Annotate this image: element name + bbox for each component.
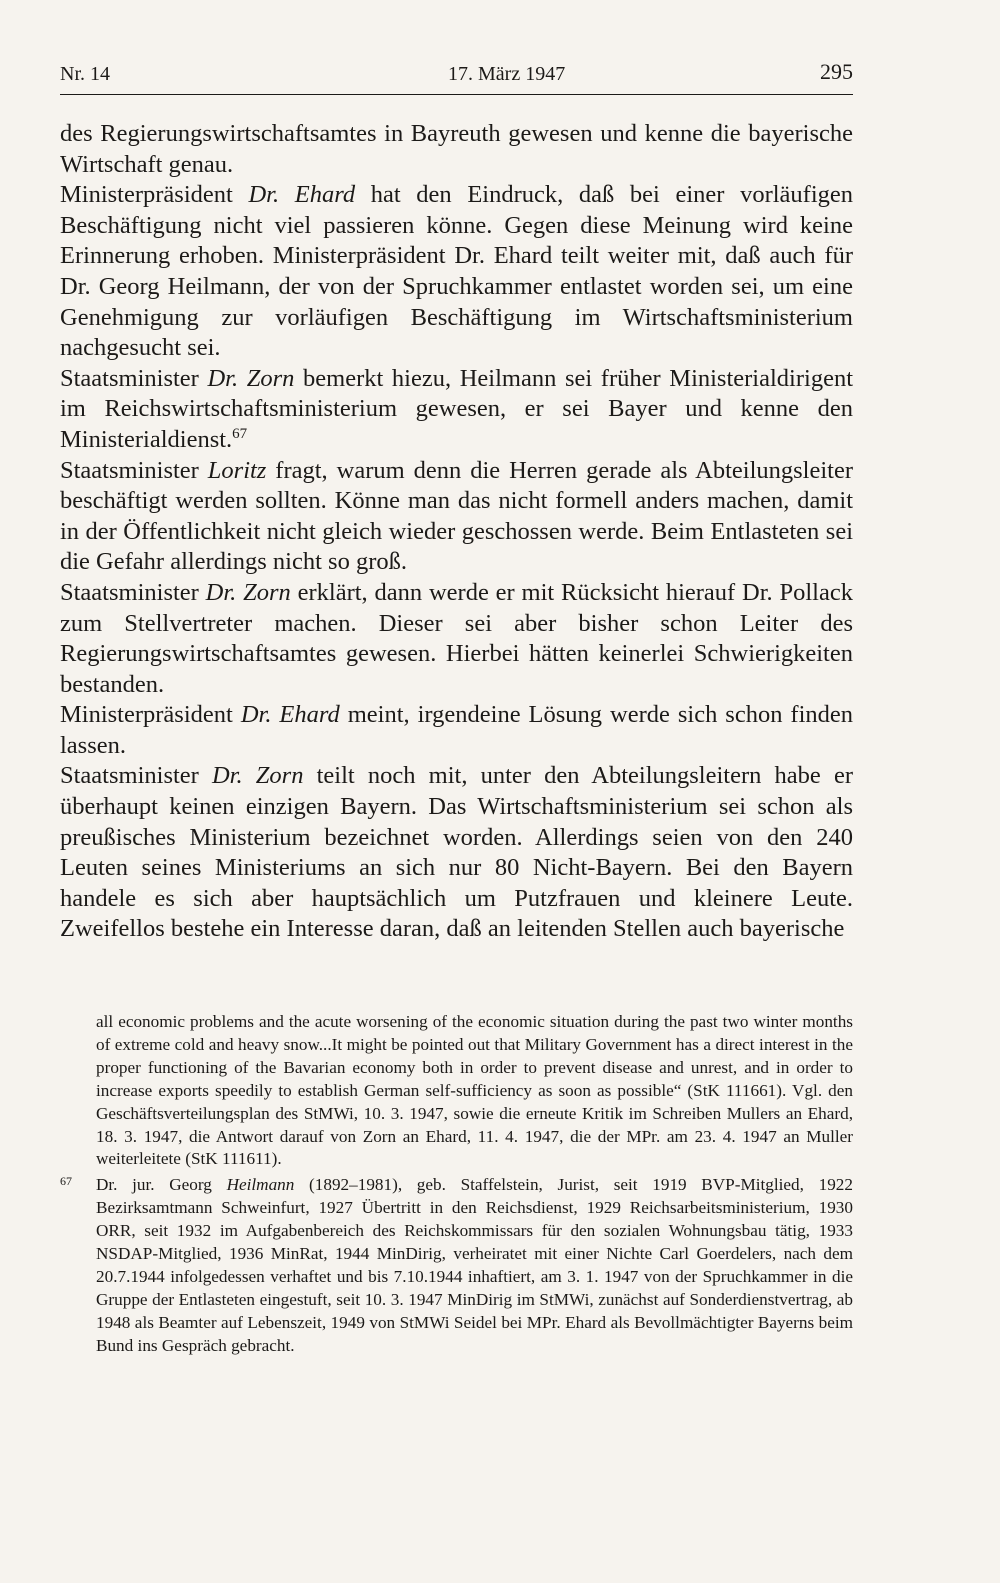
paragraph bbox=[60, 180, 853, 364]
footnote-continued bbox=[60, 1011, 853, 1171]
speaker-title: Staatsminister bbox=[60, 456, 208, 484]
header-rule bbox=[60, 94, 853, 95]
speaker-title: Staatsminister bbox=[60, 364, 208, 392]
session-date: 17. März 1947 bbox=[448, 63, 566, 85]
speaker-name: Dr. Ehard bbox=[240, 701, 340, 729]
paragraph bbox=[60, 364, 853, 456]
speaker-name: Dr. Zorn bbox=[207, 364, 295, 392]
paragraph-text: fragt, warum denn die Herren gerade als Abteilungsleiter beschäftigt werden sollten. Könne man das nicht formell anders machen, damit in der Öffentlichkeit nicht gleich wieder geschossen werde. Beim Entlasteten sei die Gefahr allerdings nicht so groß. bbox=[60, 456, 853, 576]
speaker-name: Loritz bbox=[207, 456, 267, 484]
main-text bbox=[60, 119, 853, 945]
footnote-text: all economic problems and the acute worsening of the economic situation during the past two winter months of extreme cold and heavy snow...It might be pointed out that Military Government has a direct interest in the proper functioning of the Bavarian economy both in order to prevent disease and unrest, and in order to increase exports speedily to establish German self-sufficiency as soon as possible“ (StK 111661). Vgl. den Geschäftsverteilungsplan des StMWi, 10. 3. 1947, sowie die erneute Kritik im Schreiben Mullers an Ehard, 18. 3. 1947, die Antwort darauf von Zorn an Ehard, 11. 4. 1947, die der MPr. am 23. 4. 1947 an Muller weiterleitete (StK 111611). bbox=[96, 1012, 853, 1169]
footnotes bbox=[60, 1011, 853, 1358]
paragraph bbox=[60, 119, 853, 180]
paragraph bbox=[60, 456, 853, 578]
footnote-text: (1892–1981), geb. Staffelstein, Jurist, seit 1919 BVP-Mitglied, 1922 Bezirksamtmann Schweinfurt, 1927 Übertritt in den Reichsdienst, 1929 Reichsarbeitsministerium, 1930 ORR, seit 1932 im Aufgabenbereich des Reichskommissars für den sozialen Wohnungsbau tätig, 1933 NSDAP-Mitglied, 1936 MinRat, 1944 MinDirig, verheiratet mit einer Nichte Carl Goerdelers, nach dem 20.7.1944 infolgedessen verhaftet und bis 7.10.1944 inhaftiert, am 3. 1. 1947 von der Spruchkammer in die Gruppe der Entlasteten eingestuft, seit 10. 3. 1947 MinDirig im StMWi, zunächst auf Sonderdienstvertrag, ab 1948 als Beamter auf Lebenszeit, 1949 von StMWi Seidel bei MPr. Ehard als Bevollmächtigter Bayerns beim Bund ins Gespräch gebracht. bbox=[96, 1175, 853, 1355]
paragraph-text: bemerkt hiezu, Heilmann sei früher Ministerialdirigent im Reichswirtschaftsministerium gewesen, er sei Bayer und kenne den Ministerialdienst. bbox=[60, 364, 853, 453]
speaker-title: Staatsminister bbox=[60, 762, 212, 790]
speaker-title: Ministerpräsident bbox=[60, 181, 249, 209]
paragraph-text: teilt noch mit, unter den Abteilungsleitern habe er überhaupt keinen einzigen Bayern. Das Wirtschaftsministerium sei schon als preußisches Ministerium bezeichnet worden. Allerdings seien von den 240 Leuten seines Ministeriums an sich nur 80 Nicht-Bayern. Bei den Bayern handele es sich aber hauptsächlich um Putzfrauen und kleinere Leute. Zweifellos bestehe ein Interesse daran, daß an leitenden Stellen auch bayerische bbox=[60, 762, 853, 943]
running-header bbox=[60, 59, 853, 96]
speaker-name: Dr. Ehard bbox=[248, 181, 356, 209]
footnote-reference[interactable]: 67 bbox=[232, 425, 248, 442]
paragraph-text: hat den Eindruck, daß bei einer vorläufigen Beschäftigung nicht viel passieren könne. Gegen diese Meinung wird keine Erinnerung erhoben. Ministerpräsident Dr. Ehard teilt weiter mit, daß auch für Dr. Georg Heilmann, der von der Spruchkammer entlastet worden sei, um eine Genehmigung zur vorläufigen Beschäftigung im Wirtschaftsministerium nachgesucht sei. bbox=[60, 181, 854, 362]
speaker-title: Staatsminister bbox=[60, 578, 206, 606]
footnote-67 bbox=[60, 1174, 853, 1357]
speaker-title: Ministerpräsident bbox=[60, 701, 241, 729]
paragraph-text: des Regierungswirtschaftsamtes in Bayreuth gewesen und kenne die bayerische Wirtschaft genau. bbox=[60, 120, 853, 178]
paragraph bbox=[60, 761, 853, 945]
page-number: 295 bbox=[820, 59, 853, 84]
issue-number: Nr. 14 bbox=[60, 63, 110, 85]
footnote-text: Dr. jur. Georg bbox=[96, 1175, 227, 1195]
paragraph bbox=[60, 700, 853, 761]
paragraph-text: meint, irgendeine Lösung werde sich schon finden lassen. bbox=[60, 701, 854, 759]
footnote-person-name: Heilmann bbox=[226, 1175, 295, 1195]
footnote-number: 67 bbox=[60, 1174, 72, 1189]
paragraph-text: erklärt, dann werde er mit Rücksicht hierauf Dr. Pollack zum Stellvertreter machen. Dieser sei aber bisher schon Leiter des Regierungswirtschaftsamtes gewesen. Hierbei hätten keinerlei Schwierigkeiten bestanden. bbox=[60, 578, 853, 698]
speaker-name: Dr. Zorn bbox=[211, 762, 304, 790]
paragraph bbox=[60, 578, 853, 700]
speaker-name: Dr. Zorn bbox=[205, 578, 291, 606]
